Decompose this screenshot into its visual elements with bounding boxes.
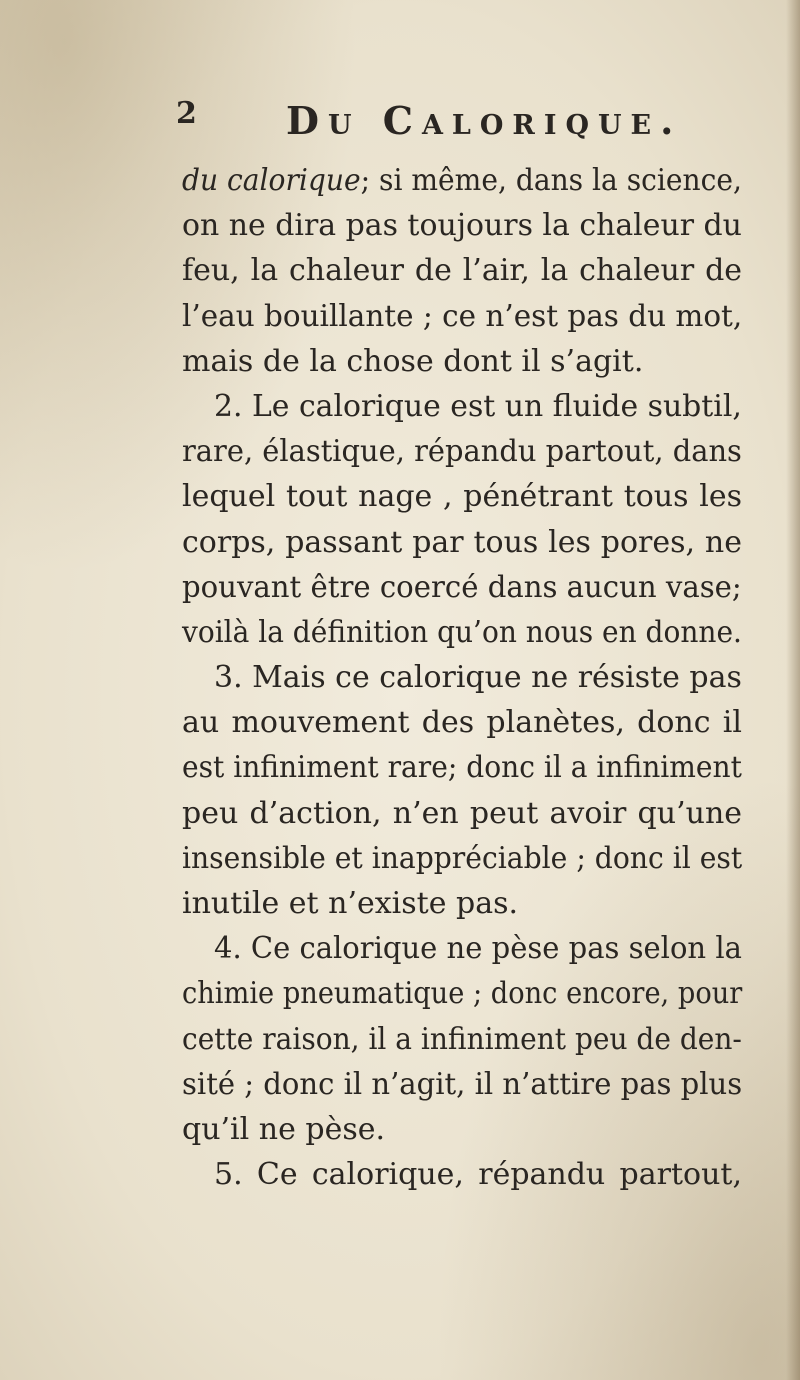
paragraph-start [182, 655, 742, 700]
line-text: rare, élastique, répandu partout, dans [182, 434, 742, 470]
paragraph-start [182, 1152, 742, 1197]
line-text: feu, la chaleur de l’air, la chaleur de [182, 253, 743, 289]
text-line [182, 429, 742, 474]
line-text: est infiniment rare; donc il a infiniment [182, 750, 742, 786]
line-text: mais de la chose dont il s’agit. [182, 343, 644, 379]
line-text: chimie pneumatique ; donc encore, pour [182, 976, 743, 1012]
text-line [182, 203, 742, 248]
line-text: on ne dira pas toujours la chaleur du [182, 208, 742, 244]
text-line [182, 248, 742, 293]
line-text: lequel tout nage , pénétrant tous les [182, 479, 742, 515]
text-line [182, 565, 742, 610]
text-line [182, 294, 742, 339]
text-line [182, 881, 742, 926]
text-line [182, 520, 742, 565]
text-line [182, 1107, 742, 1152]
paragraph-start [182, 926, 742, 971]
line-text: sité ; donc il n’agit, il n’attire pas plus [182, 1066, 743, 1102]
paragraph-start [182, 384, 742, 429]
text-line [182, 1017, 742, 1062]
line-text: inutile et n’existe pas. [182, 886, 519, 921]
text-line [182, 158, 742, 203]
line-text: 4. Ce calorique ne pèse pas selon la [214, 931, 742, 967]
line-text: corps, passant par tous les pores, ne [182, 524, 742, 560]
italic-term: du calorique [182, 163, 361, 198]
text-line [182, 610, 742, 655]
line-text: 3. Mais ce calorique ne résiste pas [214, 660, 742, 696]
text-line [182, 339, 742, 384]
line-text: peu d’action, n’en peut avoir qu’une [182, 795, 743, 831]
text-line [182, 745, 742, 790]
page-edge-shadow [786, 0, 800, 1380]
text-line [182, 836, 742, 881]
text-line [182, 1062, 742, 1107]
line-text: 2. Le calorique est un fluide subtil, [214, 388, 742, 424]
line-text: cette raison, il a infiniment peu de den- [182, 1021, 742, 1057]
running-title: Du Calorique. [286, 98, 683, 143]
line-text: l’eau bouillante ; ce n’est pas du mot, [182, 298, 743, 334]
text-line [182, 971, 742, 1016]
page-number: 2 [176, 96, 197, 131]
line-text: 5. Ce calorique, répandu partout, [214, 1157, 742, 1193]
text-line [182, 700, 742, 745]
line-text: pouvant être coercé dans aucun vase; [182, 569, 742, 605]
body-text [182, 158, 742, 1197]
line-text: qu’il ne pèse. [182, 1111, 386, 1147]
line-text: ; si même, dans la science, [360, 163, 742, 198]
line-text: au mouvement des planètes, donc il [182, 705, 742, 741]
text-line [182, 791, 742, 836]
text-line [182, 474, 742, 519]
line-text: voilà la définition qu’on nous en donne. [182, 614, 742, 650]
line-text: insensible et inappréciable ; donc il est [182, 840, 743, 876]
